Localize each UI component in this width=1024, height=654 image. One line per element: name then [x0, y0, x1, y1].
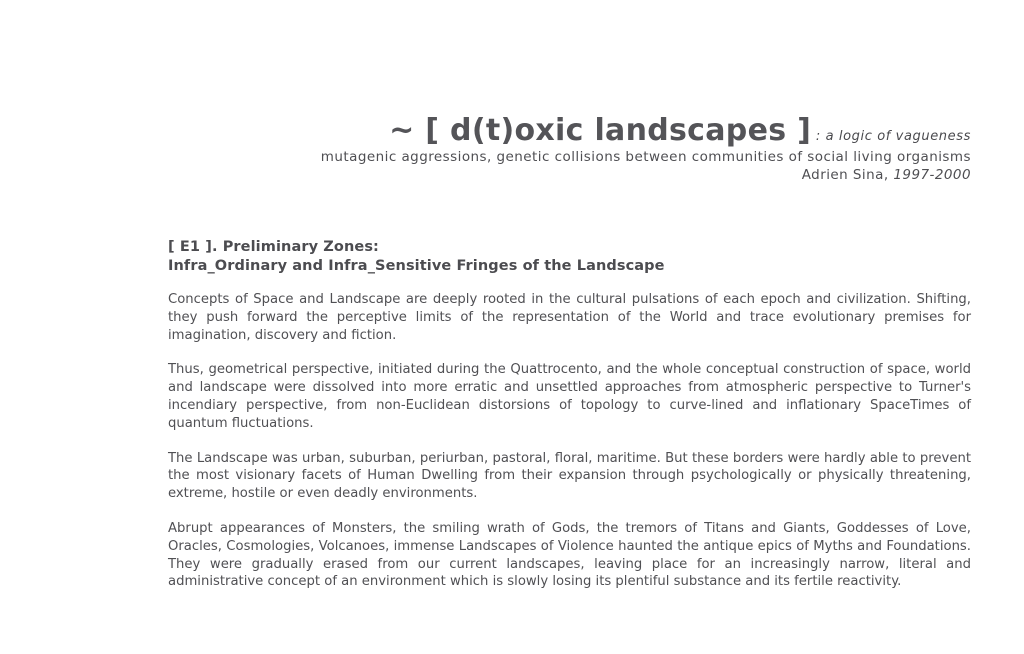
- title-line: [71, 112, 971, 150]
- document-header: [71, 112, 971, 184]
- paragraph-monsters-myths: Abrupt appearances of Monsters, the smiling wrath of Gods, the tremors of Titans and Giants, Goddesses of Love, Oracles, Cosmologies, Volcanoes, immense Landscapes of Violence haunted the antique epics of Myths and Foundations. They were gradually erased from our current landscapes, leaving place for an increasingly narrow, literal and administrative concept of an environment which is slowly losing its plentiful substance and its fertile reactivity.: [168, 520, 971, 590]
- paragraph-concepts: Concepts of Space and Landscape are deeply rooted in the cultural pulsations of each epoch and civilization. Shifting, they push forward the perceptive limits of the representation of the World and trace evolutionary premises for imagination, discovery and fiction.: [168, 292, 971, 343]
- paragraph-perspective: Thus, geometrical perspective, initiated during the Quattrocento, and the whole conceptual construction of space, world and landscape were dissolved into more erratic and unsettled approaches from atmospheric perspective to Turner's incendiary perspective, from non-Euclidean distorsions of topology to curve-lined and inflationary SpaceTimes of quantum fluctuations.: [168, 362, 971, 431]
- section-e1: [168, 238, 971, 591]
- section-heading-number: [ E1 ]. Preliminary Zones:: [168, 239, 379, 255]
- paragraph-landscape-borders: The Landscape was urban, suburban, periurban, pastoral, floral, maritime. But these borders were hardly able to prevent the most visionary facets of Human Dwelling from their expansion through psychologically or physically threatening, extreme, hostile or even deadly environments.: [168, 450, 971, 502]
- author-line: [71, 166, 971, 184]
- author-name: Adrien Sina,: [801, 167, 889, 183]
- author-years: 1997-2000: [893, 167, 971, 183]
- section-heading-title: Infra_Ordinary and Infra_Sensitive Fringes of the Landscape: [168, 258, 665, 274]
- document-subtitle: mutagenic aggressions, genetic collisions between communities of social living organisms: [320, 149, 971, 165]
- document-title: ~ [ d(t)oxic landscapes ]: [389, 113, 812, 148]
- document-title-suffix: : a logic of vagueness: [811, 129, 971, 144]
